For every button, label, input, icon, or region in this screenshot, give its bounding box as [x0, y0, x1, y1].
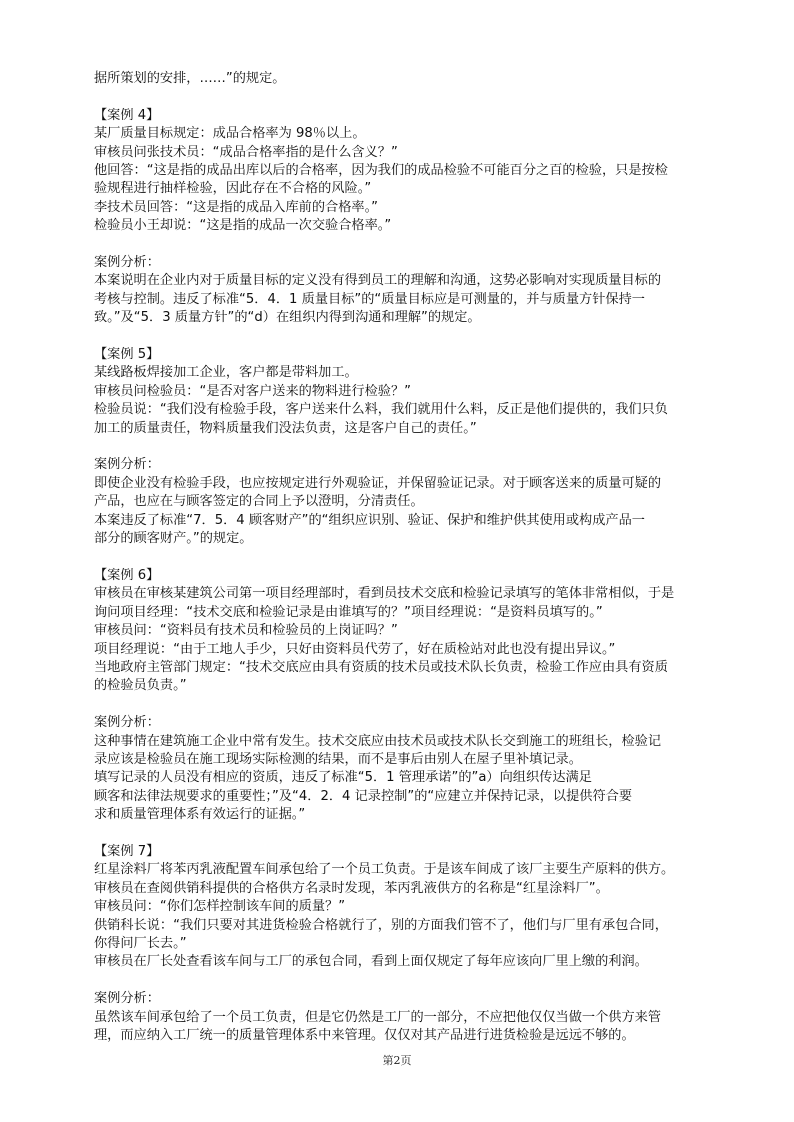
- case5-title: 【案例 5】: [94, 347, 160, 363]
- spacer: [94, 825, 704, 843]
- document-body: [94, 70, 704, 1045]
- spacer: [94, 328, 704, 346]
- case4-analysis-line: 考核与控制。违反了标准“5．4．1 质量目标”的“质量目标应是可测量的，并与质量方针保持一: [94, 291, 645, 307]
- case7-analysis-line: 虽然该车间承包给了一个员工负责，但是它仍然是工厂的一部分，不应把他仅仅当做一个供方来管: [94, 1009, 662, 1025]
- spacer: [94, 696, 704, 714]
- case4-line: 验规程进行抽样检验，因此存在不合格的风险。”: [94, 181, 372, 197]
- case7-analysis-line: 理，而应纳入工厂统一的质量管理体系中来管理。仅仅对其产品进行进货检验是远远不够的。: [94, 1028, 635, 1043]
- case6-analysis-line: 求和质量管理体系有效运行的证据。”: [94, 807, 306, 823]
- case4-line: 检验员小王却说：“这是指的成品一次交验合格率。”: [94, 218, 392, 234]
- case5-line: 某线路板焊接加工企业，客户都是带料加工。: [94, 365, 358, 381]
- case6-line: 询问项目经理：“技术交底和检验记录是由谁填写的？”项目经理说：“是资料员填写的。”: [94, 604, 603, 620]
- case4-analysis-title: 案例分析：: [94, 255, 160, 271]
- spacer: [94, 438, 704, 456]
- case6-analysis-line: 填写记录的人员没有相应的资质，违反了标准“5．1 管理承诺”的”a）向组织传达满足: [94, 770, 592, 786]
- case5-line: 审核员问检验员：“是否对客户送来的物料进行检验？”: [94, 383, 411, 399]
- case5-line: 加工的质量责任，物料质量我们没法负责，这是客户自己的责任。”: [94, 420, 477, 436]
- case6-analysis-line: 录应该是检验员在施工现场实际检测的结果，而不是事后由别人在屋子里补填记录。: [94, 751, 582, 767]
- intro-line: 据所策划的安排，……”的规定。: [94, 71, 286, 86]
- spacer: [94, 88, 704, 106]
- case4-line: 他回答：“这是指的成品出库以后的合格率，因为我们的成品检验不可能百分之百的检验，只是按检: [94, 163, 668, 179]
- case6-line: 项目经理说：“由于工地人手少，只好由资料员代劳了，好在质检站对此也没有提出异议。”: [94, 641, 616, 657]
- case7-line: 你得问厂长去。”: [94, 935, 187, 951]
- case6-title: 【案例 6】: [94, 567, 160, 583]
- case4-line: 某厂质量目标规定：成品合格率为 98％以上。: [94, 126, 366, 142]
- case7-line: 供销科长说：“我们只要对其进货检验合格就行了，别的方面我们管不了，他们与厂里有承包合同，: [94, 917, 668, 933]
- case5-analysis-title: 案例分析：: [94, 457, 160, 473]
- case5-analysis-line: 部分的顾客财产。”的规定。: [94, 531, 253, 547]
- case7-line: 红星涂料厂将苯丙乳液配置车间承包给了一个员工负责。于是该车间成了该厂主要生产原料的供方。: [94, 862, 675, 878]
- case6-line: 当地政府主管部门规定：“技术交底应由具有资质的技术员或技术队长负责，检验工作应由具有资质: [94, 659, 668, 675]
- case7-line: 审核员问：“你们怎样控制该车间的质量？”: [94, 899, 346, 915]
- case5-line: 检验员说：“我们没有检验手段，客户送来什么料，我们就用什么料，反正是他们提供的，我们只负: [94, 402, 668, 418]
- case6-analysis-line: 这种事情在建筑施工企业中常有发生。技术交底应由技术员或技术队长交到施工的班组长，检验记: [94, 733, 662, 749]
- page-number: 第2页: [382, 1054, 412, 1067]
- case7-title: 【案例 7】: [94, 843, 160, 859]
- case4-analysis-line: 本案说明在企业内对于质量目标的定义没有得到员工的理解和沟通，这势必影响对实现质量目标的: [94, 273, 662, 289]
- case7-analysis-title: 案例分析：: [94, 991, 160, 1007]
- case6-line: 的检验员负责。”: [94, 678, 187, 694]
- spacer: [94, 549, 704, 567]
- case5-analysis-line: 本案违反了标准“7．5．4 顾客财产”的“组织应识别、验证、保护和维护供其使用或构成产品一: [94, 512, 645, 528]
- case7-line: 审核员在厂长处查看该车间与工厂的承包合同，看到上面仅规定了每年应该向厂里上缴的利润。: [94, 954, 648, 970]
- spacer: [94, 236, 704, 254]
- case5-analysis-line: 产品，也应在与顾客签定的合同上予以澄明，分清责任。: [94, 494, 424, 510]
- case6-analysis-title: 案例分析：: [94, 715, 160, 731]
- case7-line: 审核员在查阅供销科提供的合格供方名录时发现，苯丙乳液供方的名称是“红星涂料厂”。: [94, 880, 609, 896]
- case4-line: 审核员问张技术员：“成品合格率指的是什么含义？”: [94, 144, 398, 160]
- case6-line: 审核员在审核某建筑公司第一项目经理部时，看到员技术交底和检验记录填写的笔体非常相似，于是: [94, 586, 675, 602]
- case6-line: 审核员问：“资料员有技术员和检验员的上岗证吗？”: [94, 623, 398, 639]
- case6-analysis-line: 顾客和法律法规要求的重要性；”及“4．2．4 记录控制”的“应建立并保持记录，以提供符合要: [94, 788, 633, 804]
- case4-title: 【案例 4】: [94, 107, 160, 123]
- case4-analysis-line: 致。”及“5．3 质量方针”的“d）在组织内得到沟通和理解”的规定。: [94, 310, 481, 326]
- case5-analysis-line: 即使企业没有检验手段，也应按规定进行外观验证，并保留验证记录。对于顾客送来的质量可疑的: [94, 475, 662, 491]
- spacer: [94, 972, 704, 990]
- case4-line: 李技术员回答：“这是指的成品入库前的合格率。”: [94, 199, 378, 215]
